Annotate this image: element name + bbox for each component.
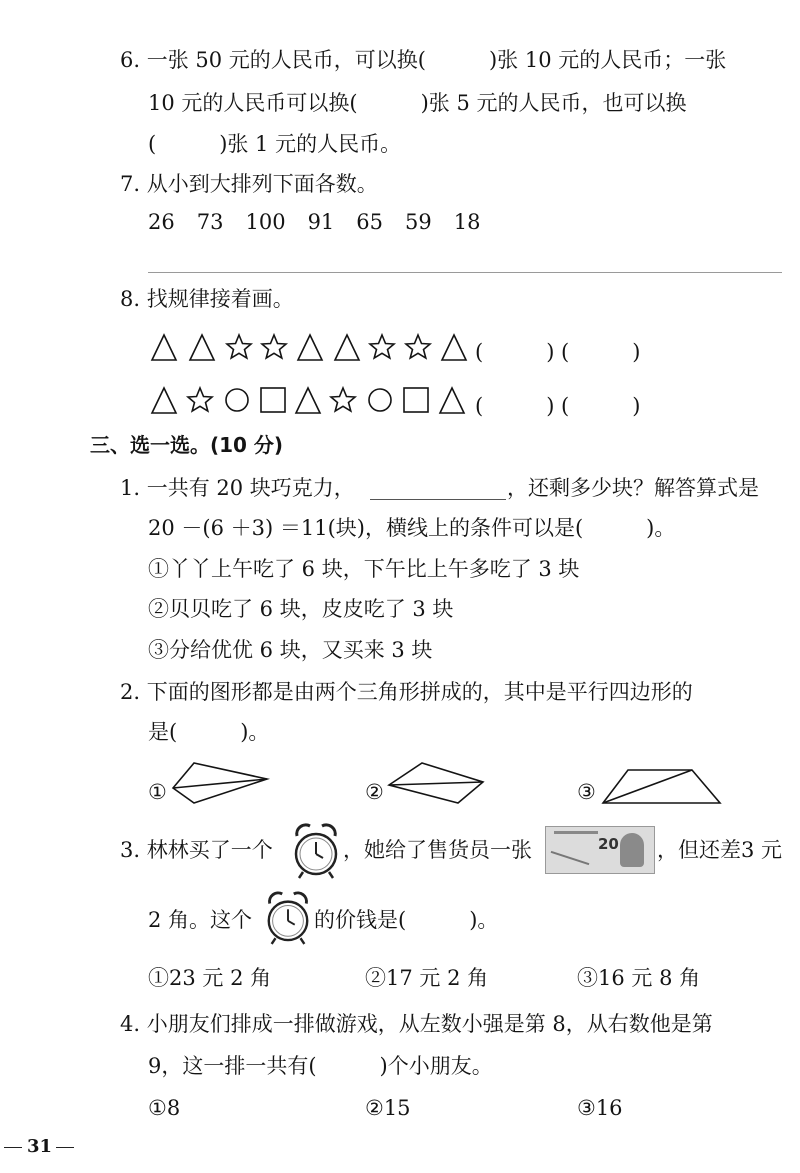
s3-q1-option1: ①丫丫上午吃了 6 块，下午比上午多吃了 3 块 [148,557,580,581]
square-icon [261,388,285,412]
q8-prompt: 8. 找规律接着画。 [120,287,294,311]
circle-icon [226,389,248,411]
s3-q1-line1a: 1. 一共有 20 块巧克力， [120,476,355,500]
q7-number: 26 [148,210,175,234]
triangle-icon [440,388,464,413]
triangle-icon [298,335,322,360]
s3-q2-line1: 2. 下面的图形都是由两个三角形拼成的，其中是平行四边形的 [120,680,693,704]
s3-q3-line1a: 3. 林林买了一个 [120,838,273,862]
q6-line3: ( )张 1 元的人民币。 [148,132,402,156]
s3-q1-option2: ②贝贝吃了 6 块，皮皮吃了 3 块 [148,597,454,621]
q7-prompt: 7. 从小到大排列下面各数。 [120,172,378,196]
page-number: 31 [27,1136,53,1157]
s3-q3-option3: ③16 元 8 角 [577,966,701,990]
star-icon [262,335,286,358]
s3-q3-line2b: 的价钱是( )。 [314,908,499,932]
section-title: 三、选一选。(10 分) [90,433,284,457]
q7-number-list [148,210,503,234]
trapezoid-shape-figure [600,766,724,806]
page-number-dash-left [4,1147,22,1148]
s3-q2-option2-label: ② [365,780,384,804]
s3-q4-option3: ③16 [577,1096,623,1120]
circle-icon [369,389,391,411]
triangle-icon [296,388,320,413]
q7-number: 100 [245,210,286,234]
star-icon [406,335,430,358]
q8-row1-blanks: ( ) ( ) [475,340,641,364]
triangle-icon [442,335,466,360]
q7-number: 65 [356,210,384,234]
alarm-clock-icon [263,888,313,946]
triangle-icon [152,388,176,413]
s3-q1-line1b: ，还剩多少块？解答算式是 [507,476,759,500]
triangle-icon [152,335,176,360]
q7-number: 91 [307,210,335,234]
alarm-clock-icon [290,820,342,880]
q6-line2: 10 元的人民币可以换( )张 5 元的人民币，也可以换 [148,91,687,115]
parallelogram-shape-figure [386,760,486,808]
s3-q2-option1-label: ① [148,780,167,804]
s3-q3-line1b: ，她给了售货员一张 [343,838,532,862]
portrait-icon [620,833,644,867]
fill-blank-line [370,499,506,500]
s3-q3-option2: ②17 元 2 角 [365,966,489,990]
star-icon [370,335,394,358]
q6-line1: 6. 一张 50 元的人民币，可以换( )张 10 元的人民币；一张 [120,48,727,72]
kite-shape-figure [170,760,270,808]
s3-q3-option1: ①23 元 2 角 [148,966,272,990]
triangle-icon [190,335,214,360]
s3-q1-option3: ③分给优优 6 块，又买来 3 块 [148,638,433,662]
q7-number: 73 [196,210,224,234]
q8-pattern-row2 [150,383,470,419]
s3-q4-option2: ②15 [365,1096,411,1120]
star-icon [188,388,212,411]
q7-number: 18 [453,210,481,234]
banknote-value: 20 [598,835,619,853]
page-number-dash-right [56,1147,74,1148]
answer-line [148,272,782,273]
s3-q3-line1c: ，但还差3 元 [657,838,783,862]
s3-q1-line2: 20 －(6 ＋3) ＝11(块)，横线上的条件可以是( )。 [148,516,676,540]
q8-row2-blanks: ( ) ( ) [475,394,641,418]
s3-q2-line2: 是( )。 [148,720,270,744]
s3-q2-option3-label: ③ [577,780,596,804]
s3-q3-line2a: 2 角。这个 [148,908,253,932]
q7-number: 59 [405,210,432,234]
s3-q4-option1: ①8 [148,1096,181,1120]
triangle-icon [335,335,359,360]
s3-q4-line2: 9，这一排一共有( )个小朋友。 [148,1054,493,1078]
star-icon [331,388,355,411]
s3-q4-line1: 4. 小朋友们排成一排做游戏，从左数小强是第 8，从右数他是第 [120,1012,713,1036]
star-icon [227,335,251,358]
banknote-20-yuan-image [545,826,655,874]
q8-pattern-row1 [150,330,470,366]
square-icon [404,388,428,412]
